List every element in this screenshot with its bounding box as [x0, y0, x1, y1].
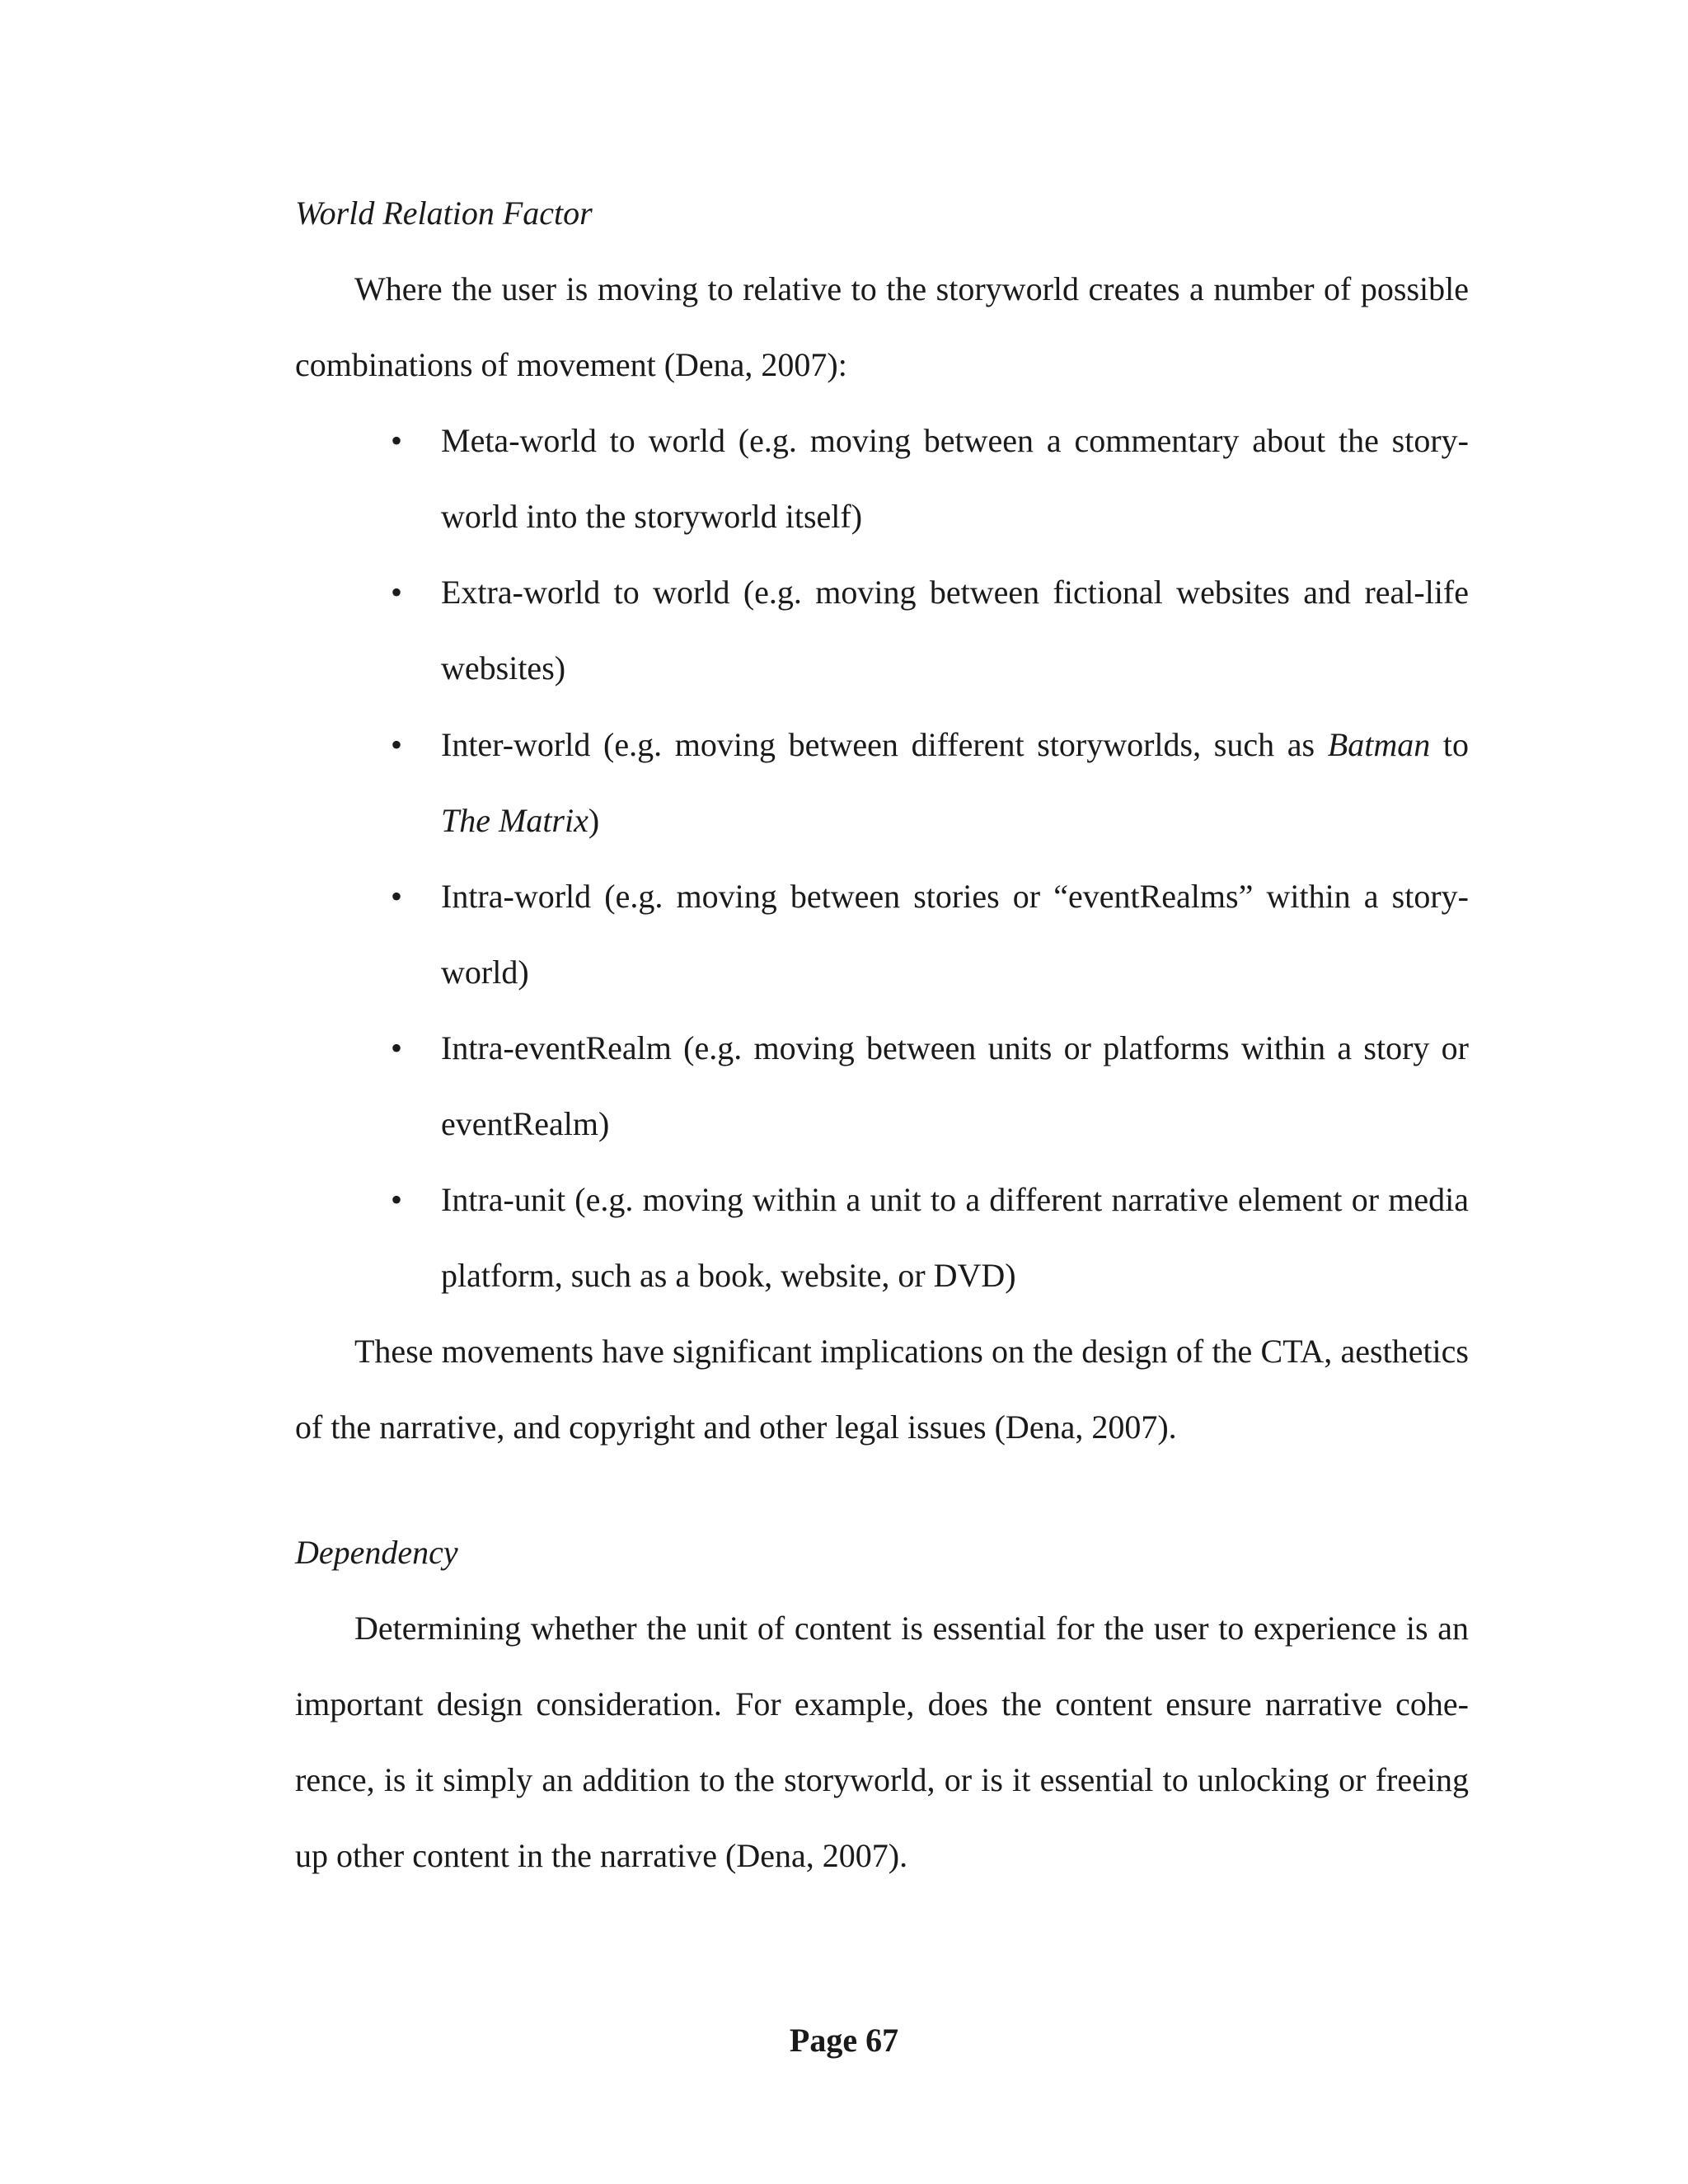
section-heading-world-relation-factor: World Relation Factor: [295, 194, 593, 232]
bullet-1-line-2: world into the storyworld itself): [441, 498, 863, 535]
bullet-dot-icon: •: [391, 1181, 403, 1218]
bullet-5-line-2: eventRealm): [441, 1105, 610, 1142]
bullet-4-line-1: Intra-world (e.g. moving between stories or “eventRealms” within a story-: [441, 878, 1469, 915]
bullet-2-line-1: Extra-world to world (e.g. moving between fictional websites and real-life: [441, 574, 1469, 611]
bullet-3-line-1: [441, 725, 1469, 765]
bullet-6-line-1: Intra-unit (e.g. moving within a unit to a different narrative element or media: [441, 1181, 1469, 1218]
bullet-3-text-end: to: [1430, 726, 1469, 763]
paragraph-3-line-2: important design consideration. For example, does the content ensure narrative cohe-: [295, 1685, 1469, 1722]
title-the-matrix: The Matrix: [441, 802, 588, 839]
bullet-2-line-2: websites): [441, 649, 566, 687]
paragraph-3-line-3: rence, is it simply an addition to the storyworld, or is it essential to unlocking or freeing: [295, 1761, 1469, 1798]
paragraph-3-line-1: Determining whether the unit of content is essential for the user to experience is an: [354, 1610, 1469, 1647]
bullet-dot-icon: •: [391, 1029, 403, 1066]
bullet-6-line-2: platform, such as a book, website, or DVD): [441, 1257, 1016, 1294]
title-batman: Batman: [1327, 726, 1431, 763]
bullet-dot-icon: •: [391, 422, 403, 459]
bullet-dot-icon: •: [391, 574, 403, 611]
section-heading-dependency: Dependency: [295, 1534, 458, 1571]
paragraph-1-line-2: combinations of movement (Dena, 2007):: [295, 346, 847, 383]
bullet-5-line-1: Intra-eventRealm (e.g. moving between units or platforms within a story or: [441, 1029, 1469, 1066]
paragraph-2-line-1: These movements have significant implications on the design of the CTA, aesthetics: [354, 1333, 1469, 1370]
paragraph-3-line-4: up other content in the narrative (Dena, 2007).: [295, 1837, 908, 1874]
bullet-1-line-1: Meta-world to world (e.g. moving between a commentary about the story-: [441, 422, 1469, 459]
bullet-dot-icon: •: [391, 726, 403, 763]
paragraph-2-line-2: of the narrative, and copyright and other legal issues (Dena, 2007).: [295, 1408, 1177, 1446]
bullet-dot-icon: •: [391, 878, 403, 915]
bullet-4-line-2: world): [441, 954, 529, 991]
paragraph-1-line-1: Where the user is moving to relative to the storyworld creates a number of possible: [354, 270, 1469, 307]
bullet-3-close-paren: ): [588, 802, 600, 839]
page-number: Page 67: [789, 2022, 899, 2059]
bullet-3-line-2: [441, 801, 1469, 841]
bullet-3-text: Inter-world (e.g. moving between different storyworlds, such as: [441, 726, 1328, 763]
